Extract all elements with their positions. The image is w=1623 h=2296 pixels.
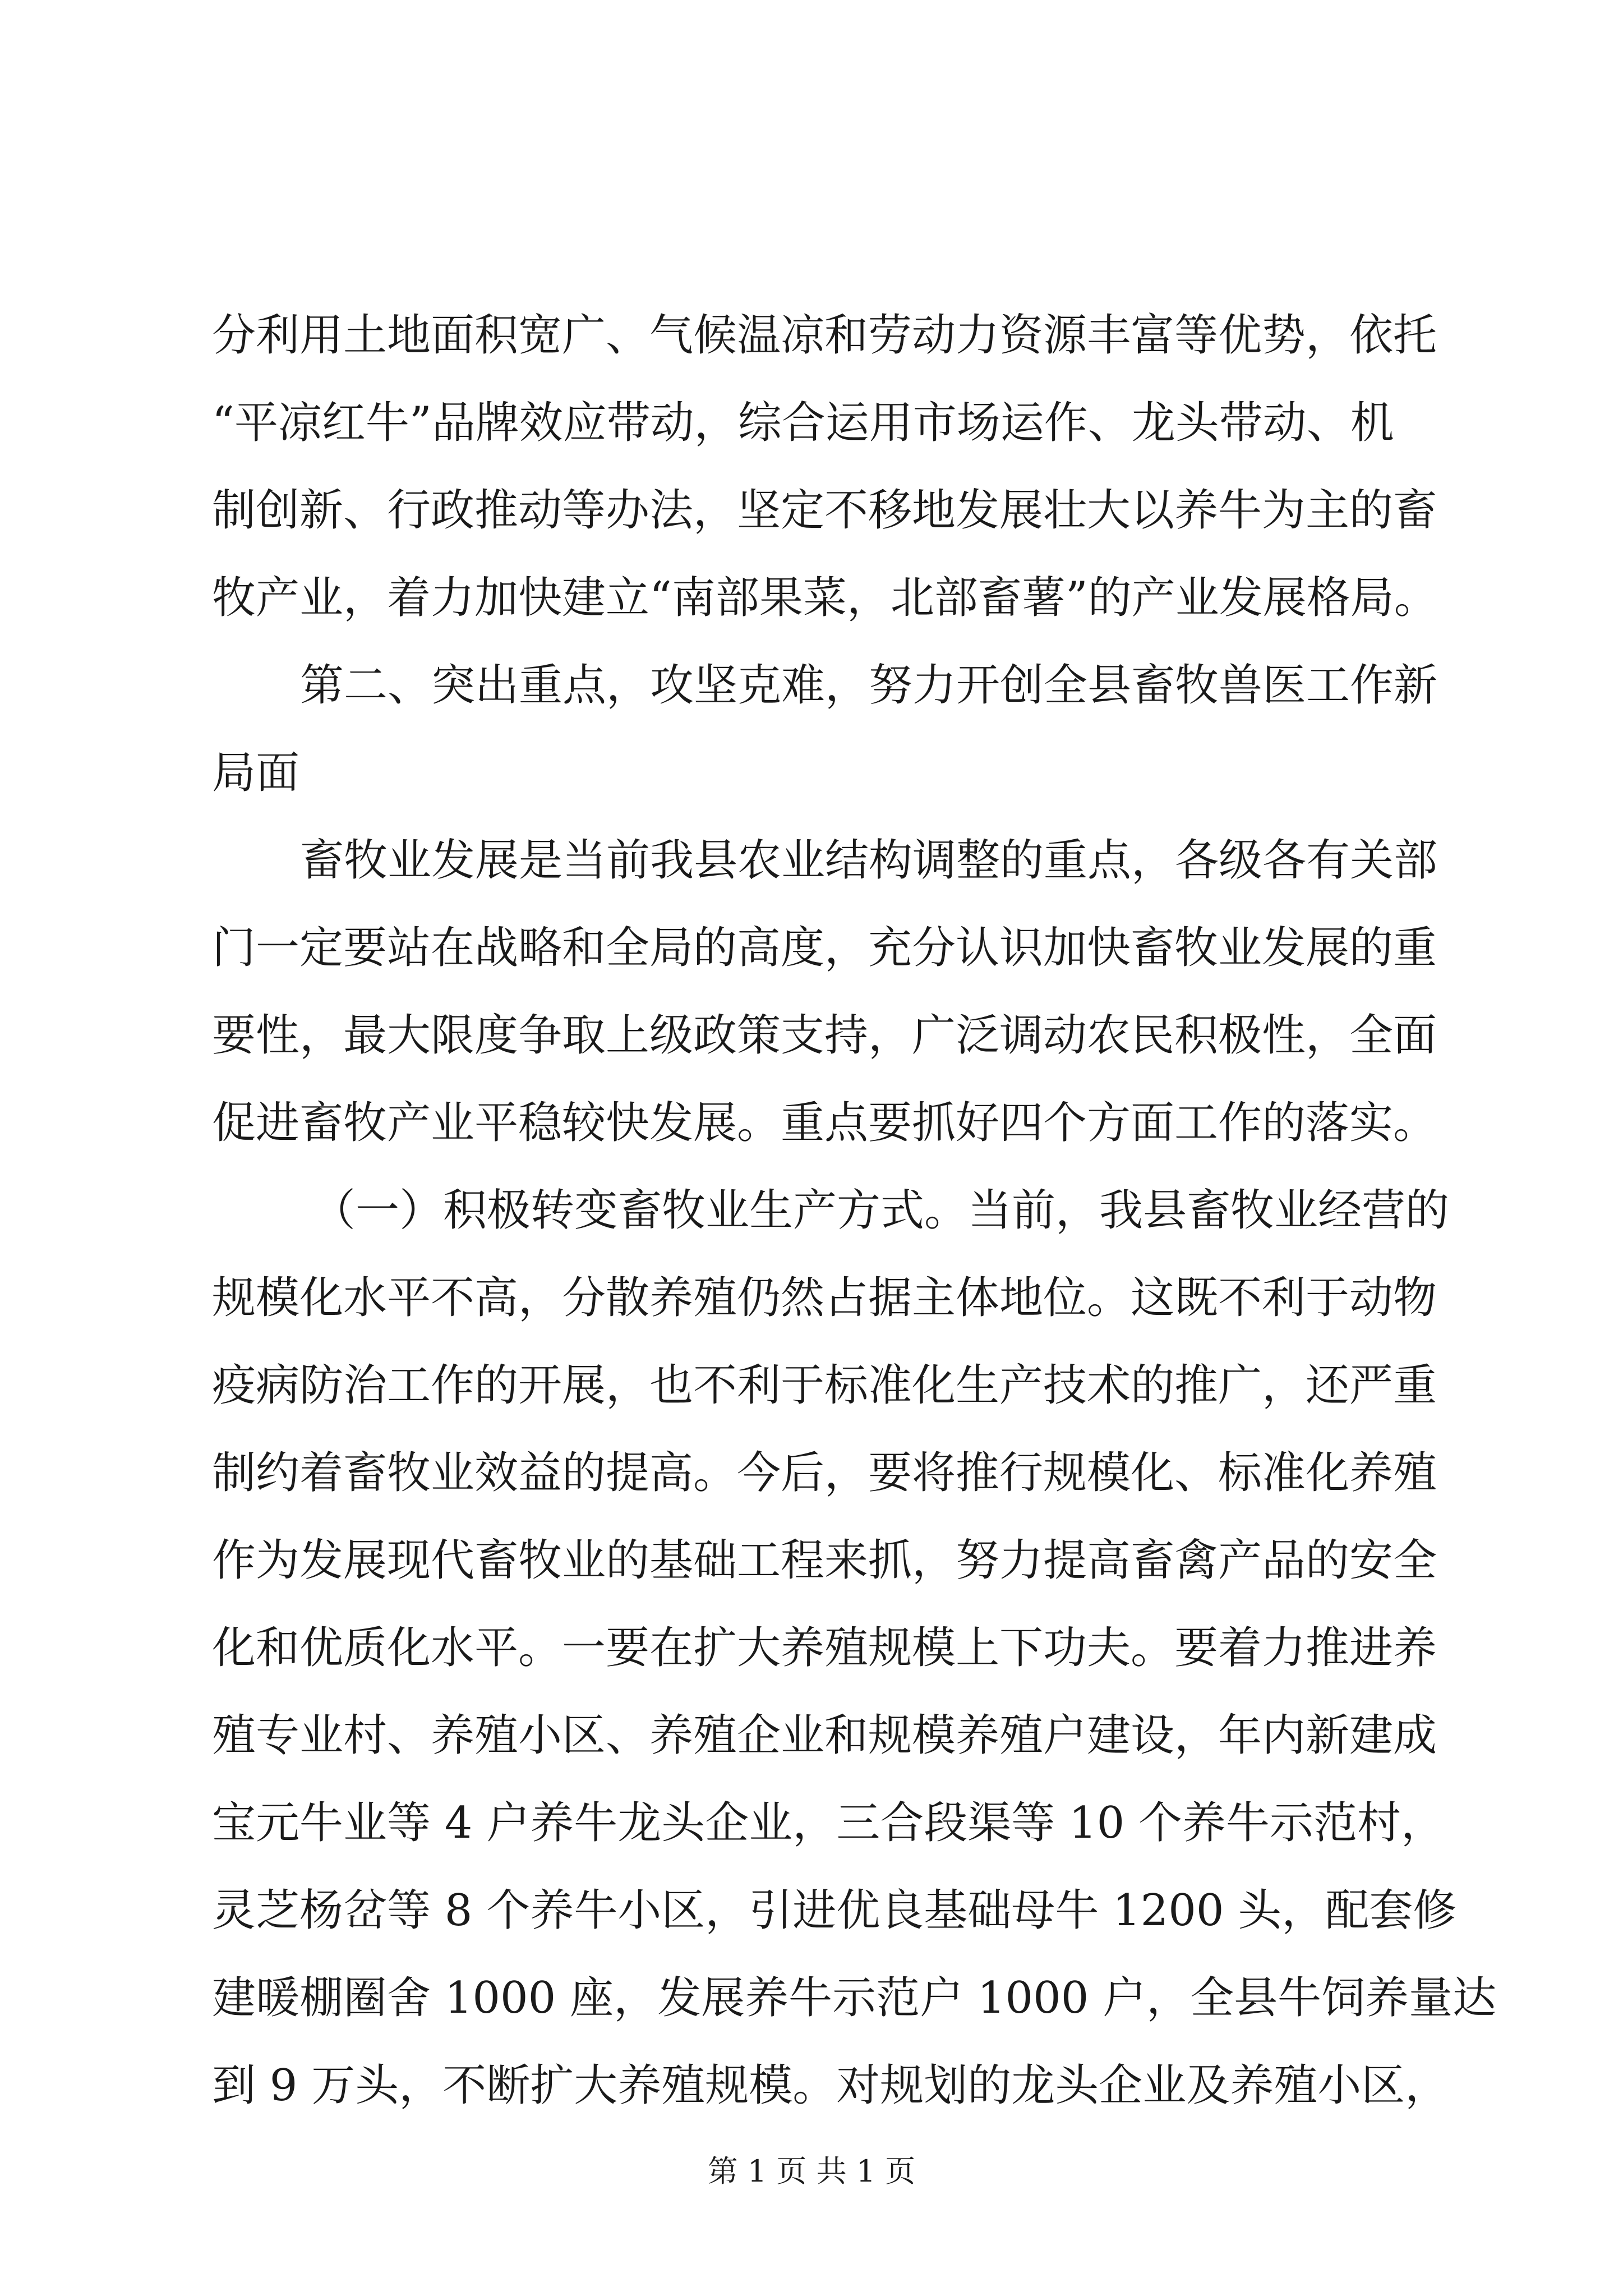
section-heading: 局面 [212, 748, 300, 798]
page-number-footer: 第 1 页 共 1 页 [707, 2154, 916, 2189]
body-text-line: 作为发展现代畜牧业的基础工程来抓，努力提高畜禽产品的安全 [212, 1535, 1437, 1586]
body-text-line: 促进畜牧产业平稳较快发展。重点要抓好四个方面工作的落实。 [212, 1098, 1437, 1148]
body-text-line: 畜牧业发展是当前我县农业结构调整的重点，各级各有关部 [300, 835, 1438, 886]
body-text-line: 牧产业，着力加快建立“南部果菜，北部畜薯”的产业发展格局。 [212, 573, 1438, 623]
body-text-line: 宝元牛业等 4 户养牛龙头企业，三合段渠等 10 个养牛示范村， [212, 1798, 1445, 1848]
body-text-line: 制约着畜牧业效益的提高。今后，要将推行规模化、标准化养殖 [212, 1448, 1437, 1498]
body-text-line: 规模化水平不高，分散养殖仍然占据主体地位。这既不利于动物 [212, 1273, 1437, 1323]
body-text-line: 殖专业村、养殖小区、养殖企业和规模养殖户建设，年内新建成 [212, 1710, 1437, 1761]
body-text-line: “平凉红牛”品牌效应带动，综合运用市场运作、龙头带动、机 [212, 398, 1394, 448]
body-text-line: 建暖棚圈舍 1000 座，发展养牛示范户 1000 户，全县牛饲养量达 [212, 1973, 1497, 2023]
body-text-line: 分利用土地面积宽广、气候温凉和劳动力资源丰富等优势，依托 [212, 310, 1437, 361]
body-text-line: 化和优质化水平。一要在扩大养殖规模上下功夫。要着力推进养 [212, 1623, 1437, 1673]
body-text-line: （一）积极转变畜牧业生产方式。当前，我县畜牧业经营的 [312, 1185, 1450, 1236]
section-heading: 第二、突出重点，攻坚克难，努力开创全县畜牧兽医工作新 [300, 660, 1438, 711]
body-text-line: 要性，最大限度争取上级政策支持，广泛调动农民积极性，全面 [212, 1010, 1437, 1061]
body-text-line: 灵芝杨岔等 8 个养牛小区，引进优良基础母牛 1200 头，配套修 [212, 1885, 1457, 1936]
body-text-line: 门一定要站在战略和全局的高度，充分认识加快畜牧业发展的重 [212, 923, 1437, 973]
body-text-line: 到 9 万头，不断扩大养殖规模。对规划的龙头企业及养殖小区， [212, 2060, 1449, 2111]
body-text-line: 疫病防治工作的开展，也不利于标准化生产技术的推广，还严重 [212, 1360, 1437, 1411]
body-text-line: 制创新、行政推动等办法，坚定不移地发展壮大以养牛为主的畜 [212, 485, 1437, 536]
